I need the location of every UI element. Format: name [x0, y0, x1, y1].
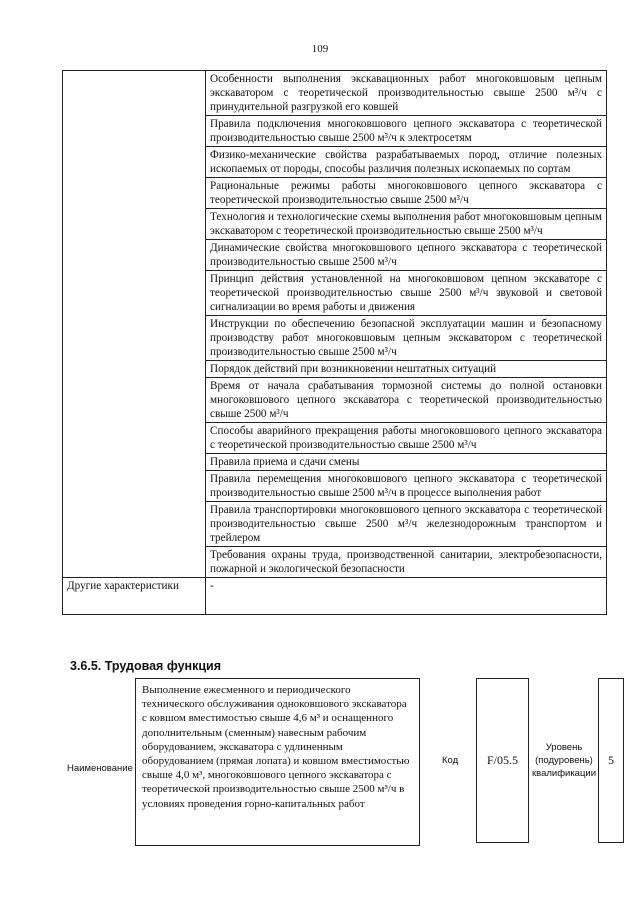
other-characteristics-label: Другие характеристики — [63, 578, 206, 615]
knowledge-item: Способы аварийного прекращения работы многоковшового цепного экскаватора с теоретической производительностью свыше 2500 м³/ч — [206, 423, 607, 454]
knowledge-item: Правила подключения многоковшового цепного экскаватора с теоретической производительностью свыше 2500 м³/ч к электросетям — [206, 116, 607, 147]
knowledge-item: Время от начала срабатывания тормозной системы до полной остановки многоковшового цепного экскаватора с теоретической производительностью свыше 2500 м³/ч — [206, 378, 607, 423]
code-value-box — [476, 678, 529, 843]
knowledge-item: Физико-механические свойства разрабатываемых пород, отличие полезных ископаемых от породы, способы различия полезных ископаемых по сортам — [206, 147, 607, 178]
knowledge-table-body — [63, 71, 607, 615]
name-label: Наименование — [67, 763, 133, 774]
knowledge-item: Правила транспортировки многоковшового цепного экскаватора с теоретической производительностью свыше 2500 м³/ч железнодорожным транспортом и трейлером — [206, 502, 607, 547]
qualification-level-value: 5 — [608, 753, 614, 767]
knowledge-item: Инструкции по обеспечению безопасной эксплуатации машин и безопасному производству работ многоковшовым цепным экскаватором с теоретической производительностью свыше 2500 м³/ч — [206, 316, 607, 361]
knowledge-item: Требования охраны труда, производственной санитарии, электробезопасности, пожарной и экологической безопасности — [206, 547, 607, 578]
code-value: F/05.5 — [486, 753, 518, 767]
code-label: Код — [442, 755, 459, 766]
qualification-level-box — [598, 678, 624, 843]
section-title: 3.6.5. Трудовая функция — [70, 659, 222, 673]
knowledge-item: Правила перемещения многоковшового цепного экскаватора с теоретической производительностью свыше 2500 м³/ч в процессе выполнения работ — [206, 471, 607, 502]
knowledge-item: Рациональные режимы работы многоковшового цепного экскаватора с теоретической производительностью свыше 2500 м³/ч — [206, 178, 607, 209]
knowledge-table — [62, 70, 607, 615]
other-characteristics-row — [63, 578, 607, 615]
knowledge-row — [63, 71, 607, 116]
other-characteristics-value: - — [206, 578, 607, 615]
qualification-level-label: Уровень (подуровень) квалификации — [531, 742, 597, 779]
knowledge-item: Особенности выполнения экскавационных работ многоковшовым цепным экскаватором с теоретической производительностью свыше 2500 м³/ч с принудительной разгрузкой его ковшей — [206, 71, 607, 116]
knowledge-item: Правила приема и сдачи смены — [206, 454, 607, 471]
knowledge-item: Динамические свойства многоковшового цепного экскаватора с теоретической производительностью свыше 2500 м³/ч — [206, 240, 607, 271]
page-number: 109 — [311, 43, 329, 55]
knowledge-label-cell — [63, 71, 206, 578]
function-name-box: Выполнение ежесменного и периодического технического обслуживания одноковшового экскаватора с ковшом вместимостью свыше 4,6 м³ и оснащенного дополнительным (сменным) навесным рабочим оборудованием, экскаватора с удлиненным оборудованием (прямая лопата) и ковшом вместимостью свыше 4,0 м³, многоковшового цепного экскаватора с теоретической производительностью свыше 2500 м³/ч в условиях проведения горно-капитальных работ — [135, 678, 420, 846]
knowledge-item: Технология и технологические схемы выполнения работ многоковшовым цепным экскаватором с теоретической производительностью свыше 2500 м³/ч — [206, 209, 607, 240]
knowledge-item: Принцип действия установленной на многоковшовом цепном экскаваторе с теоретической производительностью свыше 2500 м³/ч звуковой и световой сигнализации во время работы и движения — [206, 271, 607, 316]
knowledge-item: Порядок действий при возникновении нештатных ситуаций — [206, 361, 607, 378]
